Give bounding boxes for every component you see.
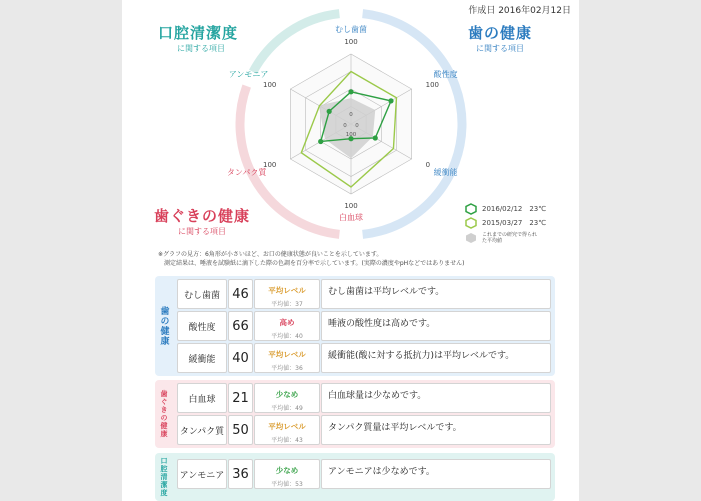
category-teeth-title: 歯の健康 [468, 24, 533, 42]
table-row [177, 459, 551, 489]
row-name: 白血球 [177, 383, 227, 413]
axis-max-label: 100 [425, 81, 439, 89]
average-value: 平均値：36 [271, 365, 303, 372]
creation-date: 作成日 2016年02月12日 [468, 6, 571, 16]
group-gums-label: 歯ぐきの健康 [160, 390, 168, 438]
axis-label: タンパク質 [226, 168, 267, 177]
legend-label: 2016/02/12 23℃ [482, 205, 547, 213]
level-label: 少なめ [275, 390, 299, 399]
row-value: 36 [228, 459, 253, 489]
legend-item [464, 216, 546, 230]
category-oral-title: 口腔清潔度 [158, 24, 239, 42]
row-value: 66 [228, 311, 253, 341]
chart-legend [464, 202, 546, 246]
average-value: 平均値：53 [271, 481, 303, 488]
axis-label: 白血球 [339, 213, 363, 222]
row-level [254, 459, 320, 489]
group-teeth-side [155, 276, 173, 376]
center-label: 0 [349, 112, 353, 118]
category-oral-sub: に関する項目 [177, 44, 225, 53]
group-teeth [155, 276, 555, 376]
level-label: 少なめ [275, 466, 299, 475]
axis-max-label: 100 [344, 202, 358, 210]
row-value: 50 [228, 415, 253, 445]
table-row [177, 343, 551, 373]
oral-arc [253, 14, 339, 72]
group-oral-side [155, 453, 173, 501]
table-row [177, 383, 551, 413]
row-description: アンモニアは少なめです。 [321, 459, 551, 489]
row-description: 緩衝能(酸に対する抵抗力)は平均レベルです。 [321, 343, 551, 373]
row-name: タンパク質 [177, 415, 227, 445]
average-value: 平均値：40 [271, 333, 303, 340]
average-value: 平均値：49 [271, 405, 303, 412]
hexagon-icon [464, 232, 478, 244]
category-teeth-sub: に関する項目 [476, 44, 524, 53]
group-teeth-label: 歯の健康 [158, 306, 169, 346]
table-row [177, 415, 551, 445]
table-row [177, 279, 551, 309]
row-description: 白血球量は少なめです。 [321, 383, 551, 413]
row-name: アンモニア [177, 459, 227, 489]
hexagon-icon [464, 203, 478, 215]
legend-label: これまでの研究で得られた平均値 [482, 232, 538, 244]
legend-item [464, 202, 546, 216]
center-label: 100 [345, 132, 357, 138]
axis-max-label: 100 [263, 161, 277, 169]
level-label: 平均レベル [268, 422, 306, 431]
row-description: タンパク質量は平均レベルです。 [321, 415, 551, 445]
category-gums-title: 歯ぐきの健康 [154, 207, 251, 225]
row-level [254, 415, 320, 445]
average-value: 平均値：43 [271, 437, 303, 444]
note-line: ※グラフの見方：6角形が小さいほど、お口の健康状態が良いことを示しています。 [158, 251, 383, 258]
row-level [254, 383, 320, 413]
legend-label: 2015/03/27 23℃ [482, 219, 547, 227]
level-label: 高め [279, 318, 295, 327]
hexagon-icon [464, 217, 478, 229]
row-value: 46 [228, 279, 253, 309]
row-name: 酸性度 [177, 311, 227, 341]
chart-notes [158, 250, 568, 268]
report-page [122, 0, 579, 501]
group-gums-side [155, 380, 173, 448]
level-label: 平均レベル [268, 286, 306, 295]
row-name: 緩衝能 [177, 343, 227, 373]
axis-max-label: 100 [263, 81, 277, 89]
row-value: 21 [228, 383, 253, 413]
row-description: 唾液の酸性度は高めです。 [321, 311, 551, 341]
axis-label: アンモニア [228, 70, 269, 79]
table-row [177, 311, 551, 341]
series-2016-point [318, 139, 323, 144]
series-2016-point [348, 89, 353, 94]
axis-label: 緩衝能 [433, 168, 458, 177]
group-oral-label: 口腔清潔度 [160, 457, 168, 497]
center-label: 0 [343, 123, 347, 129]
row-level [254, 343, 320, 373]
legend-item [464, 230, 546, 246]
group-oral [155, 453, 555, 501]
axis-label: むし歯菌 [335, 25, 367, 34]
note-line: 測定結果は、唾液を試験紙に滴下した際の色調を百分率で示しています。(実際の濃度やpHなどではありません) [158, 260, 465, 267]
group-gums [155, 380, 555, 448]
series-2016-point [373, 135, 378, 140]
center-label: 0 [355, 123, 359, 129]
level-label: 平均レベル [268, 350, 306, 359]
series-2016-point [388, 98, 393, 103]
row-description: むし歯菌は平均レベルです。 [321, 279, 551, 309]
row-level [254, 311, 320, 341]
axis-max-label: 0 [425, 161, 431, 169]
row-value: 40 [228, 343, 253, 373]
axis-max-label: 100 [344, 38, 358, 46]
series-2016-point [327, 109, 332, 114]
average-value: 平均値：37 [271, 301, 303, 308]
row-name: むし歯菌 [177, 279, 227, 309]
row-level [254, 279, 320, 309]
category-gums-sub: に関する項目 [178, 227, 226, 236]
axis-label: 酸性度 [433, 70, 458, 79]
